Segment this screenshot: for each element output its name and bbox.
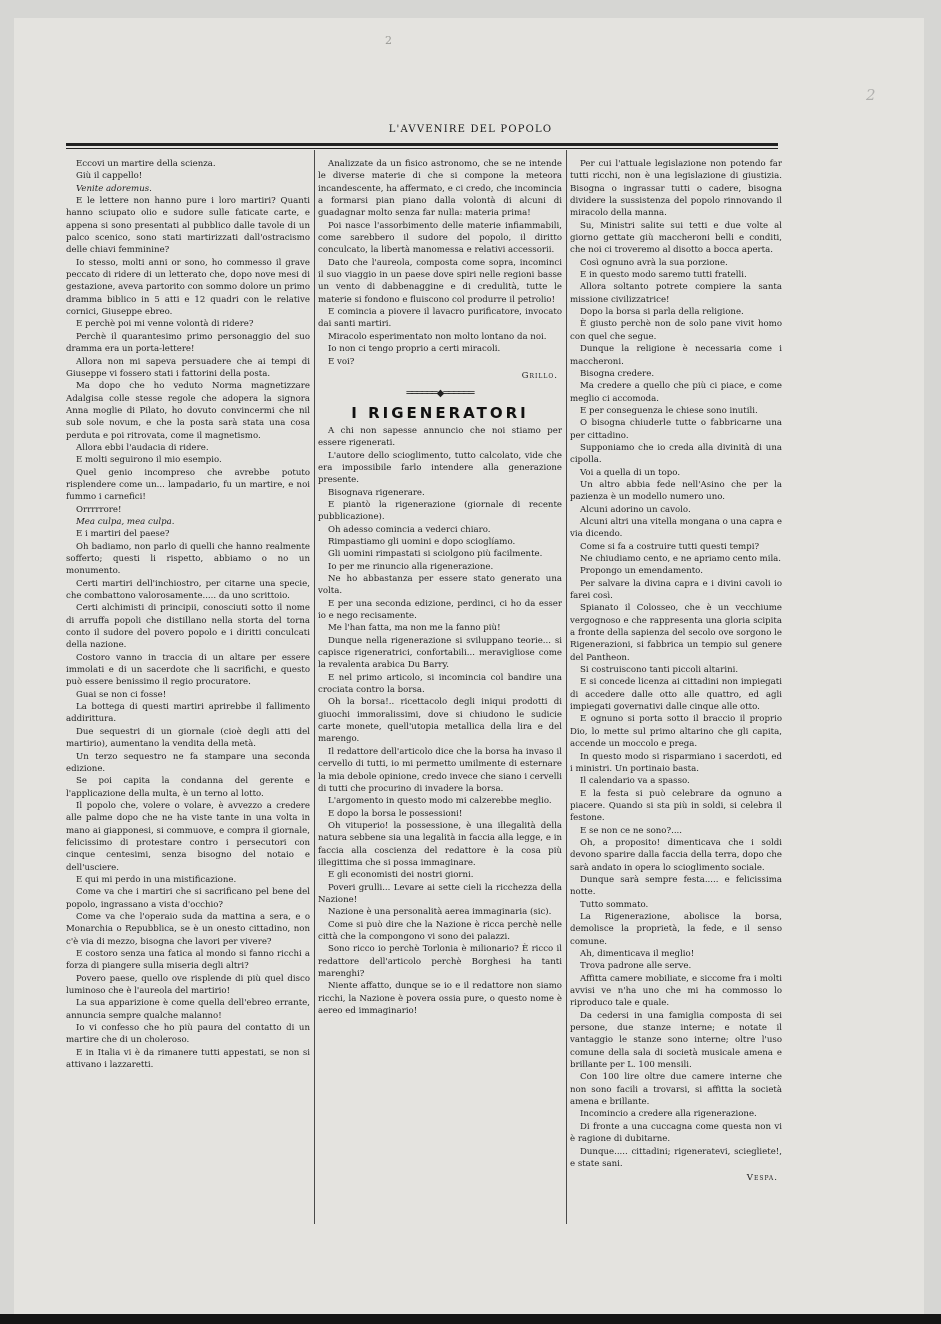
paragraph: L'argomento in questo modo mi calzerebbe meglio. xyxy=(328,796,552,807)
paragraph: La sua apparizione è come quella dell'ebreo errante, annuncia sempre qualche malanno! xyxy=(66,998,310,1021)
paragraph: Allora ebbi l'audacia di ridere. xyxy=(76,442,209,453)
paragraph: E ognuno si porta sotto il braccio il proprio Dio, lo mette sul primo altarino che gli capita, accende un moccolo e prega. xyxy=(570,714,782,750)
paragraph: Tutto sommato. xyxy=(580,899,649,910)
paragraph: Ne chiudiamo cento, e ne apriamo cento mila. xyxy=(580,554,782,564)
scan-bottom-edge xyxy=(0,1314,941,1324)
section-title: I RIGENERATORI xyxy=(351,403,529,422)
paragraph: Voi a quella di un topo. xyxy=(580,467,681,478)
paragraph: Come si fa a costruire tutti questi tempi? xyxy=(580,541,760,552)
paragraph: E si concede licenza ai cittadini non impiegati di accedere dalle otto alle quattro, ed agli impiegati governativi dalle cinque alle otto. xyxy=(570,677,782,713)
column-divider xyxy=(566,150,567,1224)
paragraph: Da cedersi in una famiglia composta di sei persone, due stanze interne; e notate il vantaggio le stanze sono interne; oltre l'uso comune della sala di società musicale amena e brillante per L. 100 mensili. xyxy=(570,1010,782,1071)
paragraph: Affitta camere mobiliate, e siccome fra i molti avvisi ve n'ha uno che mi ha commosso lo riproduco tale e quale. xyxy=(570,973,782,1009)
paragraph: Per cui l'attuale legislazione non potendo far tutti ricchi, non è una legislazione di giustizia. Bisogna o ingrassar tutti o cadere, bisogna dividere la sussistenza del popolo rinnovando il miracolo della manna. xyxy=(570,159,782,219)
paragraph: L'autore dello scioglimento, tutto calcolato, vide che era impossibile farlo intendere alla generazione presente. xyxy=(318,450,562,486)
paragraph: Bisogna credere. xyxy=(580,368,655,379)
paragraph: Allora soltanto potrete compiere la santa missione civilizzatrice! xyxy=(570,282,782,305)
masthead-title: L'AVVENIRE DEL POPOLO xyxy=(388,124,553,135)
article-column-3 xyxy=(570,158,782,1224)
paragraph: Rimpastiamo gli uomini e dopo scioglíamo. xyxy=(328,536,516,547)
paragraph: E voi? xyxy=(328,356,355,367)
paragraph: Così ognuno avrà la sua porzione. xyxy=(580,257,728,268)
paragraph: Io vi confesso che ho più paura del contatto di un martire che di un choleroso. xyxy=(66,1023,310,1046)
paragraph: Alcuni adorino un cavolo. xyxy=(580,504,691,515)
paragraph: Dunque..... cittadini; rigeneratevi, sciegliete!, e state sani. xyxy=(570,1146,782,1169)
paragraph: E comincia a piovere il lavacro purificatore, invocato dai santi martiri. xyxy=(318,307,562,330)
paragraph: E per conseguenza le chiese sono inutili. xyxy=(580,405,758,416)
paragraph: Giù il cappello! xyxy=(76,171,143,182)
paragraph: Nazione è una personalità aerea immaginaria (sic). xyxy=(328,907,552,918)
paragraph: Oh vituperio! la possessione, è una illegalità della natura sebbene sia una legalità in faccia alla legge, e in faccia alla coscienza del redattore è la cosa più illegittima che si possa immaginare. xyxy=(318,820,562,868)
paragraph: Supponiamo che io creda alla divinità di una cipolla. xyxy=(570,442,782,466)
paragraph: Poi nasce l'assorbimento delle materie infiammabili, come sarebbero il sudore del popolo, il diritto conculcato, la libertà manomessa e relativi accessorii. xyxy=(318,220,562,256)
paragraph: Su, Ministri salite sui tetti e due volte al giorno gettate giù maccheroni belli e conditi, che noi ci troveremo al disotto a bocca aperta. xyxy=(570,220,782,256)
paragraph: Un terzo sequestro ne fa stampare una seconda edizione. xyxy=(66,751,310,774)
paragraph: Dunque sarà sempre festa..... e felicissima notte. xyxy=(570,874,782,898)
paragraph: Allora non mi sapeva persuadere che ai tempi di Giuseppe vi fossero stati i fattorini della posta. xyxy=(66,356,310,379)
paragraph: Certi alchimisti di principii, conosciuti sotto il nome di arruffa popoli che distillano nella storta del torna conto il sudore del povero popolo e i diritti conculcati della nazione. xyxy=(66,603,310,651)
paragraph: Ne ho abbastanza per essere stato generato una volta. xyxy=(318,574,562,597)
paragraph: Come va che l'operaio suda da mattina a sera, e o Monarchia o Repubblica, se è un onesto cittadino, non c'è via di mezzo, bisogna che lavori per vivere? xyxy=(66,911,310,947)
paragraph: Oh la borsa!.. ricettacolo degli iniqui prodotti di giuochi immoralissimi, dove si chiudono le sudicie carte monete, quell'utopia metallica della lira e del marengo. xyxy=(318,697,562,745)
paragraph: E piantò la rigenerazione (giornale di recente pubblicazione). xyxy=(318,499,562,523)
paragraph: Spianato il Colosseo, che è un vecchiume vergognoso e che rappresenta una gloria scipita a fronte della sapienza del secolo ove sorgono le Rigenerazioni, si fabbrica un tempio sul genere del Pantheon. xyxy=(570,603,782,663)
paragraph: Un altro abbia fede nell'Asino che per la pazienza è un modello numero uno. xyxy=(570,479,782,503)
paragraph: E qui mi perdo in una mistificazione. xyxy=(76,874,237,885)
paragraph: Alcuni altri una vitella mongana o una capra e via dicendo. xyxy=(570,516,782,540)
paragraph: E nel primo articolo, si incomincia col bandire una crociata contro la borsa. xyxy=(318,672,562,696)
paragraph: Povero paese, quello ove risplende di più quel disco luminoso che è l'aureola del martirio! xyxy=(66,973,310,997)
paragraph: Ah, dimenticava il meglio! xyxy=(580,949,695,959)
paragraph: È giusto perchè non de solo pane vivit homo con quel che segue. xyxy=(570,319,782,342)
paragraph: A chi non sapesse annuncio che noi stiamo per essere rigenerati. xyxy=(318,425,562,449)
paragraph: E in questo modo saremo tutti fratelli. xyxy=(580,270,747,281)
paragraph: Io stesso, molti anni or sono, ho commesso il grave peccato di ridere di un letterato che, dopo nove mesi di gestazione, aveva partorito con sommo dolore un primo dramma biblico in 5 atti e 12 quadri con le relative cornici, Giuseppe ebreo. xyxy=(66,257,310,318)
article-continuation xyxy=(318,158,562,368)
paragraph: Incomincio a credere alla rigenerazione. xyxy=(580,1109,757,1120)
masthead-rule xyxy=(66,143,778,149)
paragraph: Oh, a proposito! dimenticava che i soldi devono sparire dalla faccia della terra, dopo che sarà andato in opera lo scioglimento sociale. xyxy=(570,837,782,873)
paragraph: E molti seguirono il mio esempio. xyxy=(76,455,222,466)
article-column-1 xyxy=(66,158,310,1224)
paragraph: Dunque nella rigenerazione si sviluppano teorie... si capisce rigeneratrici, confortabili... meravigliose come la revalenta arabica Du Barry. xyxy=(318,635,562,671)
paragraph: Come si può dire che la Nazione è ricca perchè nelle città che la compongono vi sono dei palazzi. xyxy=(318,919,562,942)
paragraph: Costoro vanno in traccia di un altare per essere immolati e di un sacerdote che li sacrifichi, e questo può essere benissimo il regio procuratore. xyxy=(66,652,310,688)
paragraph: E se non ce ne sono?.... xyxy=(580,825,683,836)
article-column-2 xyxy=(318,158,562,1224)
paragraph: E perchè poi mi venne volontà di ridere? xyxy=(76,319,254,330)
article-rigeneratori-cont xyxy=(570,158,782,1170)
paragraph: Per salvare la divina capra e i divini cavoli io farei così. xyxy=(570,578,782,602)
paragraph: La bottega di questi martiri aprirebbe il fallimento addirittura. xyxy=(66,702,310,725)
paragraph: Oh adesso comincia a vederci chiaro. xyxy=(328,524,491,535)
signature-vespa: Vespa. xyxy=(746,1173,778,1184)
paragraph: Come va che i martiri che si sacrificano pel bene del popolo, ingrassano a vista d'occhio? xyxy=(66,887,310,910)
paragraph: Orrrrrore! xyxy=(76,504,122,515)
paragraph: E gli economisti dei nostri giorni. xyxy=(328,870,474,881)
paragraph: Certi martiri dell'inchiostro, per citarne una specie, che combattono valorosamente..... da uno scrittoio. xyxy=(66,578,310,602)
paragraph: Due sequestri di un giornale (cioè degli atti del martirio), aumentano la vendita della metà. xyxy=(66,726,310,750)
paragraph: Se poi capita la condanna del gerente e l'applicazione della multa, è un terno al lotto. xyxy=(66,776,310,799)
paragraph: Miracolo esperimentato non molto lontano da noi. xyxy=(328,331,547,342)
signature-grillo: Grillo. xyxy=(521,370,558,381)
paragraph: Con 100 lire oltre due camere interne che non sono facili a trovarsi, si affitta la società amena e brillante. xyxy=(570,1072,782,1108)
archive-page-mark: 2 xyxy=(866,86,876,104)
paragraph: Guai se non ci fosse! xyxy=(76,689,167,700)
paragraph: E i martiri del paese? xyxy=(76,529,170,540)
page-number: 2 xyxy=(385,34,392,47)
paragraph: Ma dopo che ho veduto Norma magnetizzare Adalgisa colle stesse regole che adopera la signora Anna moglie di Pilato, ho dovuto convincermi che nil sub sole novum, e che la posta sarà stata una cosa perduta e poi ritrovata, come il magnetismo. xyxy=(66,381,310,441)
paragraph: La Rigenerazione, abolisce la borsa, demolisce la proprietà, la fede, e il senso comune. xyxy=(570,911,782,947)
paragraph: Sono ricco io perchè Torlonia è milionario? È ricco il redattore dell'articolo perchè Borghesi ha tanti marenghi? xyxy=(318,944,562,979)
paragraph: E costoro senza una fatica al mondo si fanno ricchi a forza di piangere sulla miseria degli altri? xyxy=(66,949,310,972)
paragraph: Dopo la borsa si parla della religione. xyxy=(580,307,744,318)
paragraph: Analizzate da un fisico astronomo, che se ne intende le diverse materie di che si compone la meteora incandescente, ha affermato, e ci credo, che incomincia a formarsi pian piano dalla volontà di alcuni di guadagnar molto senza far nulla: materia prima! xyxy=(318,159,562,219)
paragraph: O bisogna chiuderle tutte o fabbricarne una per cittadino. xyxy=(570,418,782,441)
paragraph: Niente affatto, dunque se io e il redattore non siamo ricchi, la Nazione è povera ossia pure, o questo nome è aereo ed immaginario! xyxy=(318,981,562,1017)
paragraph: Io non ci tengo proprio a certi miracoli. xyxy=(328,344,501,355)
paragraph: E la festa si può celebrare da ognuno a piacere. Quando si sta più in soldi, si celebra il festone. xyxy=(570,788,782,824)
paragraph: Dato che l'aureola, composta come sopra, incominci il suo viaggio in un paese dove spiri nelle regioni basse un vento di dabbenaggine e di credulità, tutte le materie si fondono e fluiscono col produrre il petrolio! xyxy=(318,257,562,305)
paragraph: Perchè il quarantesimo primo personaggio del suo dramma era un porta-lettere! xyxy=(66,331,310,355)
paragraph: Oh badiamo, non parlo di quelli che hanno realmente sofferto; questi li rispetto, abbiamo o no un monumento. xyxy=(66,541,310,577)
paragraph: Bisognava rigenerare. xyxy=(328,487,425,498)
paragraph: E in Italia vi è da rimanere tutti appestati, se non si attivano i lazzaretti. xyxy=(66,1047,310,1071)
paragraph: Ma credere a quello che più ci piace, e come meglio ci accomoda. xyxy=(570,381,782,404)
paragraph: Eccovi un martire della scienza. xyxy=(76,159,216,169)
paragraph: Di fronte a una cuccagna come questa non vi è ragione di dubitarne. xyxy=(570,1121,782,1145)
paragraph: Me l'han fatta, ma non me la fanno più! xyxy=(328,623,501,634)
paragraph: Poveri grulli... Levare ai sette cieli la ricchezza della Nazione! xyxy=(318,882,562,905)
paragraph: Propongo un emendamento. xyxy=(580,566,703,577)
paragraph: E per una seconda edizione, perdinci, ci ho da esser io e nego recisamente. xyxy=(318,598,562,622)
column-divider xyxy=(314,150,315,1224)
article-rigeneratori xyxy=(318,425,562,1018)
paragraph: Il redattore dell'articolo dice che la borsa ha invaso il cervello di tutti, io mi permetto umilmente di esternare la mia debole opinione, credo invece che siano i cervelli di tutti che procurino di invadere la borsa. xyxy=(318,746,562,794)
paragraph: In questo modo si risparmiano i sacerdoti, ed i ministri. Un portinaio basta. xyxy=(570,751,782,774)
paragraph: Il popolo che, volere o volare, è avvezzo a credere alle palme dopo che ne ha viste tante in una volta in mano ai giapponesi, si commuove, e compra il giornale, felicissimo di protestare contro i persecutori con cinque centesimi, senza bisogno del notaio e dell'usciere. xyxy=(66,800,310,873)
ornament-divider: ══════◆══════ xyxy=(406,388,474,400)
paragraph: Quel genio incompreso che avrebbe potuto risplendere come un... lampadario, fu un martire, e noi fummo i carnefici! xyxy=(66,467,310,503)
paragraph: Dunque la religione è necessaria come i maccheroni. xyxy=(570,344,782,367)
paragraph: Mea culpa, mea culpa. xyxy=(76,516,175,527)
paragraph: Gli uomini rimpastati si sciolgono più facilmente. xyxy=(328,549,543,560)
paragraph: E le lettere non hanno pure i loro martiri? Quanti hanno sciupato olio e sudore sulle faticate carte, e appena si sono presentati al pubblico dalle tavole di un palco scenico, sono stati martirizzati dall'ostracismo delle chiavi femminine? xyxy=(66,196,310,256)
paragraph: Venite adoremus. xyxy=(76,183,152,194)
paragraph: Io per me rinuncio alla rigenerazione. xyxy=(328,561,494,572)
paragraph: E dopo la borsa le possessioni! xyxy=(328,808,463,819)
paragraph: Il calendario va a spasso. xyxy=(580,776,690,787)
paragraph: Si costruiscono tanti piccoli altarini. xyxy=(580,665,739,676)
paragraph: Trova padrone alle serve. xyxy=(580,961,692,972)
